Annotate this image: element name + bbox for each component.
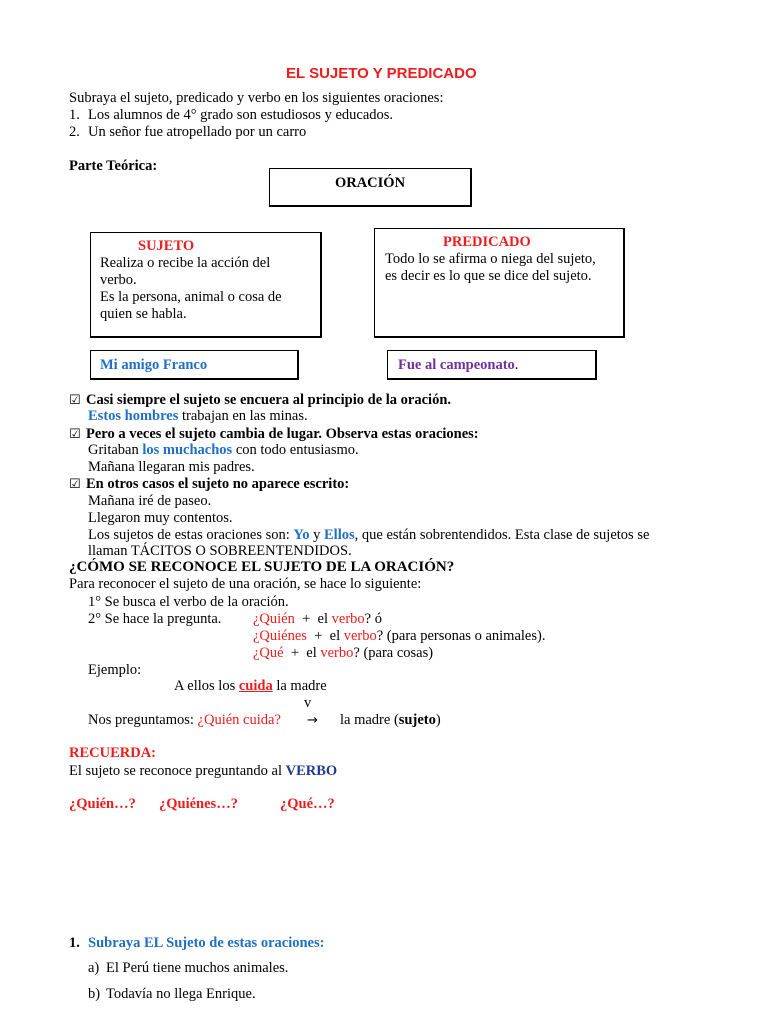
rule-heading: ☑ Casi siempre el sujeto se encuera al principio de la oración. bbox=[69, 392, 452, 408]
exercise-item-text: El Perú tiene muchos animales. bbox=[106, 960, 289, 976]
theory-heading: Parte Teórica: bbox=[69, 158, 158, 174]
predicado-line: es decir es lo que se dice del sujeto. bbox=[385, 268, 592, 284]
sujeto-line: quien se habla. bbox=[100, 306, 187, 322]
exercise-item-text: Todavía no llega Enrique. bbox=[106, 986, 256, 1002]
recuerda-question: ¿Quién…? bbox=[69, 796, 136, 812]
instruction-number: 2. bbox=[69, 124, 80, 140]
sujeto-line: Realiza o recibe la acción del bbox=[100, 255, 271, 271]
sujeto-example: Mi amigo Franco bbox=[100, 357, 208, 373]
recuerda-heading: RECUERDA: bbox=[69, 745, 156, 761]
sujeto-line: verbo. bbox=[100, 272, 137, 288]
sujeto-example-box bbox=[90, 350, 299, 380]
oracion-label: ORACIÓN bbox=[334, 175, 406, 191]
predicado-title: PREDICADO bbox=[443, 234, 531, 250]
exercise-item bbox=[88, 960, 289, 977]
rule-example: llaman TÁCITOS O SOBREENTENDIDOS. bbox=[88, 543, 352, 559]
checkbox-icon: ☑ bbox=[69, 393, 81, 408]
instruction-number: 1. bbox=[69, 107, 80, 123]
example-answer: la madre (sujeto) bbox=[340, 712, 441, 728]
exercise-heading: Subraya EL Sujeto de estas oraciones: bbox=[88, 935, 325, 951]
instruction-item bbox=[69, 124, 307, 141]
recuerda-text: El sujeto se reconoce preguntando al VERBO bbox=[69, 763, 338, 779]
ejemplo-label: Ejemplo: bbox=[88, 662, 142, 678]
instruction-text: Un señor fue atropellado por un carro bbox=[88, 124, 307, 140]
page-title: EL SUJETO Y PREDICADO bbox=[286, 65, 477, 82]
sujeto-box bbox=[90, 232, 322, 338]
rule-heading: ☑ Pero a veces el sujeto cambia de lugar. Observa estas oraciones: bbox=[69, 426, 479, 442]
example-question: Nos preguntamos: ¿Quién cuida? bbox=[88, 712, 281, 728]
rule-example: Mañana iré de paseo. bbox=[88, 493, 212, 509]
how-intro: Para reconocer el sujeto de una oración, se hace lo siguiente: bbox=[69, 576, 422, 592]
recuerda-question: ¿Quiénes…? bbox=[159, 796, 238, 812]
how-step: 2° Se hace la pregunta. bbox=[88, 611, 222, 627]
instruction-item bbox=[69, 107, 394, 124]
question-line: ¿Quiénes + el verbo? (para personas o animales). bbox=[253, 628, 546, 644]
exercise-item-label: b) bbox=[88, 986, 101, 1002]
instructions-intro: Subraya el sujeto, predicado y verbo en los siguientes oraciones: bbox=[69, 90, 444, 106]
predicado-example: Fue al campeonato. bbox=[398, 357, 519, 373]
rule-example: Los sujetos de estas oraciones son: Yo y Ellos, que están sobrentendidos. Esta clase de sujetos se bbox=[88, 527, 650, 543]
verb-marker: v bbox=[304, 695, 312, 711]
exercise-item-label: a) bbox=[88, 960, 100, 976]
predicado-line: Todo lo se afirma o niega del sujeto, bbox=[385, 251, 596, 267]
rule-example: Mañana llegaran mis padres. bbox=[88, 459, 255, 475]
rule-example: Llegaron muy contentos. bbox=[88, 510, 233, 526]
checkbox-icon: ☑ bbox=[69, 477, 81, 492]
predicado-box bbox=[374, 228, 625, 338]
question-line: ¿Quién + el verbo? ó bbox=[253, 611, 382, 627]
sujeto-title: SUJETO bbox=[138, 238, 195, 254]
instruction-text: Los alumnos de 4° grado son estudiosos y educados. bbox=[88, 107, 394, 123]
exercise-item bbox=[88, 986, 256, 1003]
rule-heading: ☑ En otros casos el sujeto no aparece escrito: bbox=[69, 476, 350, 492]
predicado-example-box bbox=[387, 350, 597, 380]
recuerda-question: ¿Qué…? bbox=[280, 796, 335, 812]
oracion-box bbox=[269, 168, 472, 207]
sujeto-line: Es la persona, animal o cosa de bbox=[100, 289, 282, 305]
how-heading: ¿CÓMO SE RECONOCE EL SUJETO DE LA ORACIÓN? bbox=[69, 559, 455, 575]
arrow-icon: → bbox=[307, 713, 318, 728]
checkbox-icon: ☑ bbox=[69, 427, 81, 442]
how-step: 1° Se busca el verbo de la oración. bbox=[88, 594, 289, 610]
question-line: ¿Qué + el verbo? (para cosas) bbox=[253, 645, 434, 661]
example-sentence: A ellos los cuida la madre bbox=[174, 678, 327, 694]
exercise-number: 1. bbox=[69, 935, 80, 951]
rule-example: Gritaban los muchachos con todo entusiasmo. bbox=[88, 442, 359, 458]
rule-example: Estos hombres trabajan en las minas. bbox=[88, 408, 308, 424]
